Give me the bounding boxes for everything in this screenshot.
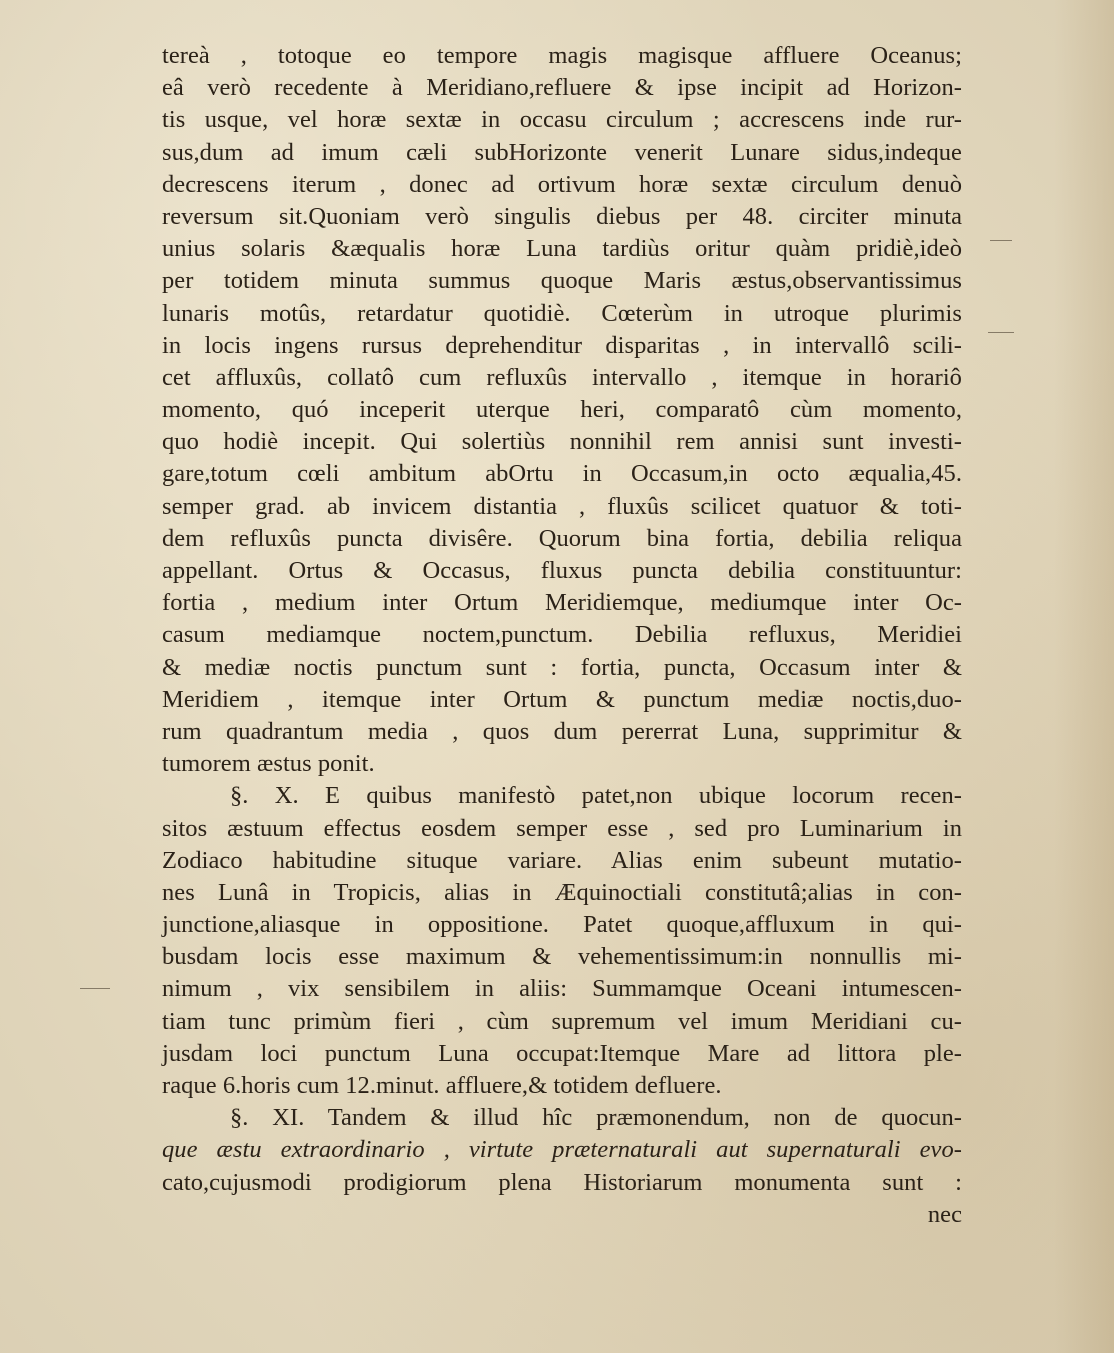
- text-line: quo hodiè incepit. Qui solertiùs nonnihil rem annisi sunt investi-: [162, 428, 962, 456]
- text-line: momento, quó inceperit uterque heri, comparatô cùm momento,: [162, 396, 962, 424]
- text-line: eâ verò recedente à Meridiano,refluere & ipse incipit ad Horizon-: [162, 74, 962, 102]
- text-line: tumorem æstus ponit.: [162, 750, 375, 778]
- section-heading-line: §. XI. Tandem & illud hîc præmonendum, non de quocun-: [230, 1104, 962, 1132]
- margin-mark: [80, 988, 110, 989]
- text-line: sus,dum ad imum cæli subHorizonte venerit Lunare sidus,indeque: [162, 138, 962, 166]
- text-line: cet affluxûs, collatô cum refluxûs intervallo , itemque in horariô: [162, 363, 962, 391]
- margin-mark: [988, 332, 1014, 333]
- text-line: appellant. Ortus & Occasus, fluxus puncta debilia constituuntur:: [162, 557, 962, 584]
- text-line: decrescens iterum , donec ad ortivum horæ sextæ circulum denuò: [162, 170, 962, 198]
- body-text: [162, 40, 962, 1231]
- text-line: junctione,aliasque in oppositione. Patet quoque,affluxum in qui-: [162, 911, 962, 939]
- text-line: tiam tunc primùm fieri , cùm supremum vel imum Meridiani cu-: [162, 1007, 962, 1035]
- text-line: casum mediamque noctem,punctum. Debilia refluxus, Meridiei: [162, 621, 962, 649]
- catchword: nec: [927, 1200, 962, 1228]
- text-line: nimum , vix sensibilem in aliis: Summamque Oceani intumescen-: [162, 975, 962, 1003]
- text-line: tereà , totoque eo tempore magis magisque affluere Oceanus;: [162, 42, 962, 69]
- text-line: rum quadrantum media , quos dum pererrat Luna, supprimitur &: [162, 717, 962, 745]
- text-line: reversum sit.Quoniam verò singulis diebus per 48. circiter minuta: [162, 202, 962, 230]
- italic-text-line: que æstu extraordinario , virtute præternaturali aut supernaturali evo-: [162, 1136, 962, 1164]
- margin-mark: [990, 240, 1012, 241]
- text-line: fortia , medium inter Ortum Meridiemque, mediumque inter Oc-: [162, 589, 962, 617]
- text-line: jusdam loci punctum Luna occupat:Itemque Mare ad littora ple-: [162, 1039, 962, 1067]
- text-line: raque 6.horis cum 12.minut. affluere,& totidem defluere.: [162, 1072, 722, 1099]
- text-line: cato,cujusmodi prodigiorum plena Historiarum monumenta sunt :: [162, 1168, 962, 1196]
- text-line: gare,totum cœli ambitum abOrtu in Occasum,in octo æqualia,45.: [162, 460, 962, 488]
- text-line: per totidem minuta summus quoque Maris æstus,observantissimus: [162, 267, 962, 295]
- text-line: unius solaris &æqualis horæ Luna tardiùs oritur quàm pridiè,ideò: [162, 235, 962, 263]
- text-line: dem refluxûs puncta divisêre. Quorum bina fortia, debilia reliqua: [162, 524, 962, 552]
- text-line: sitos æstuum effectus eosdem semper esse , sed pro Luminarium in: [162, 814, 962, 842]
- page-edge-shadow: [1054, 0, 1114, 1353]
- text-line: nes Lunâ in Tropicis, alias in Æquinoctiali constitutâ;alias in con-: [162, 878, 962, 906]
- section-heading-line: §. X. E quibus manifestò patet,non ubique locorum recen-: [230, 782, 962, 810]
- text-line: Meridiem , itemque inter Ortum & punctum mediæ noctis,duo-: [162, 685, 962, 713]
- text-line: & mediæ noctis punctum sunt : fortia, puncta, Occasum inter &: [162, 653, 962, 681]
- text-line: lunaris motûs, retardatur quotidiè. Cœterùm in utroque plurimis: [162, 299, 962, 327]
- text-line: busdam locis esse maximum & vehementissimum:in nonnullis mi-: [162, 943, 962, 971]
- text-line: tis usque, vel horæ sextæ in occasu circulum ; accrescens inde rur-: [162, 106, 962, 134]
- text-line: Zodiaco habitudine situque variare. Alias enim subeunt mutatio-: [162, 846, 962, 874]
- text-line: semper grad. ab invicem distantia , fluxûs scilicet quatuor & toti-: [162, 492, 962, 520]
- text-line: in locis ingens rursus deprehenditur disparitas , in intervallô scili-: [162, 331, 962, 359]
